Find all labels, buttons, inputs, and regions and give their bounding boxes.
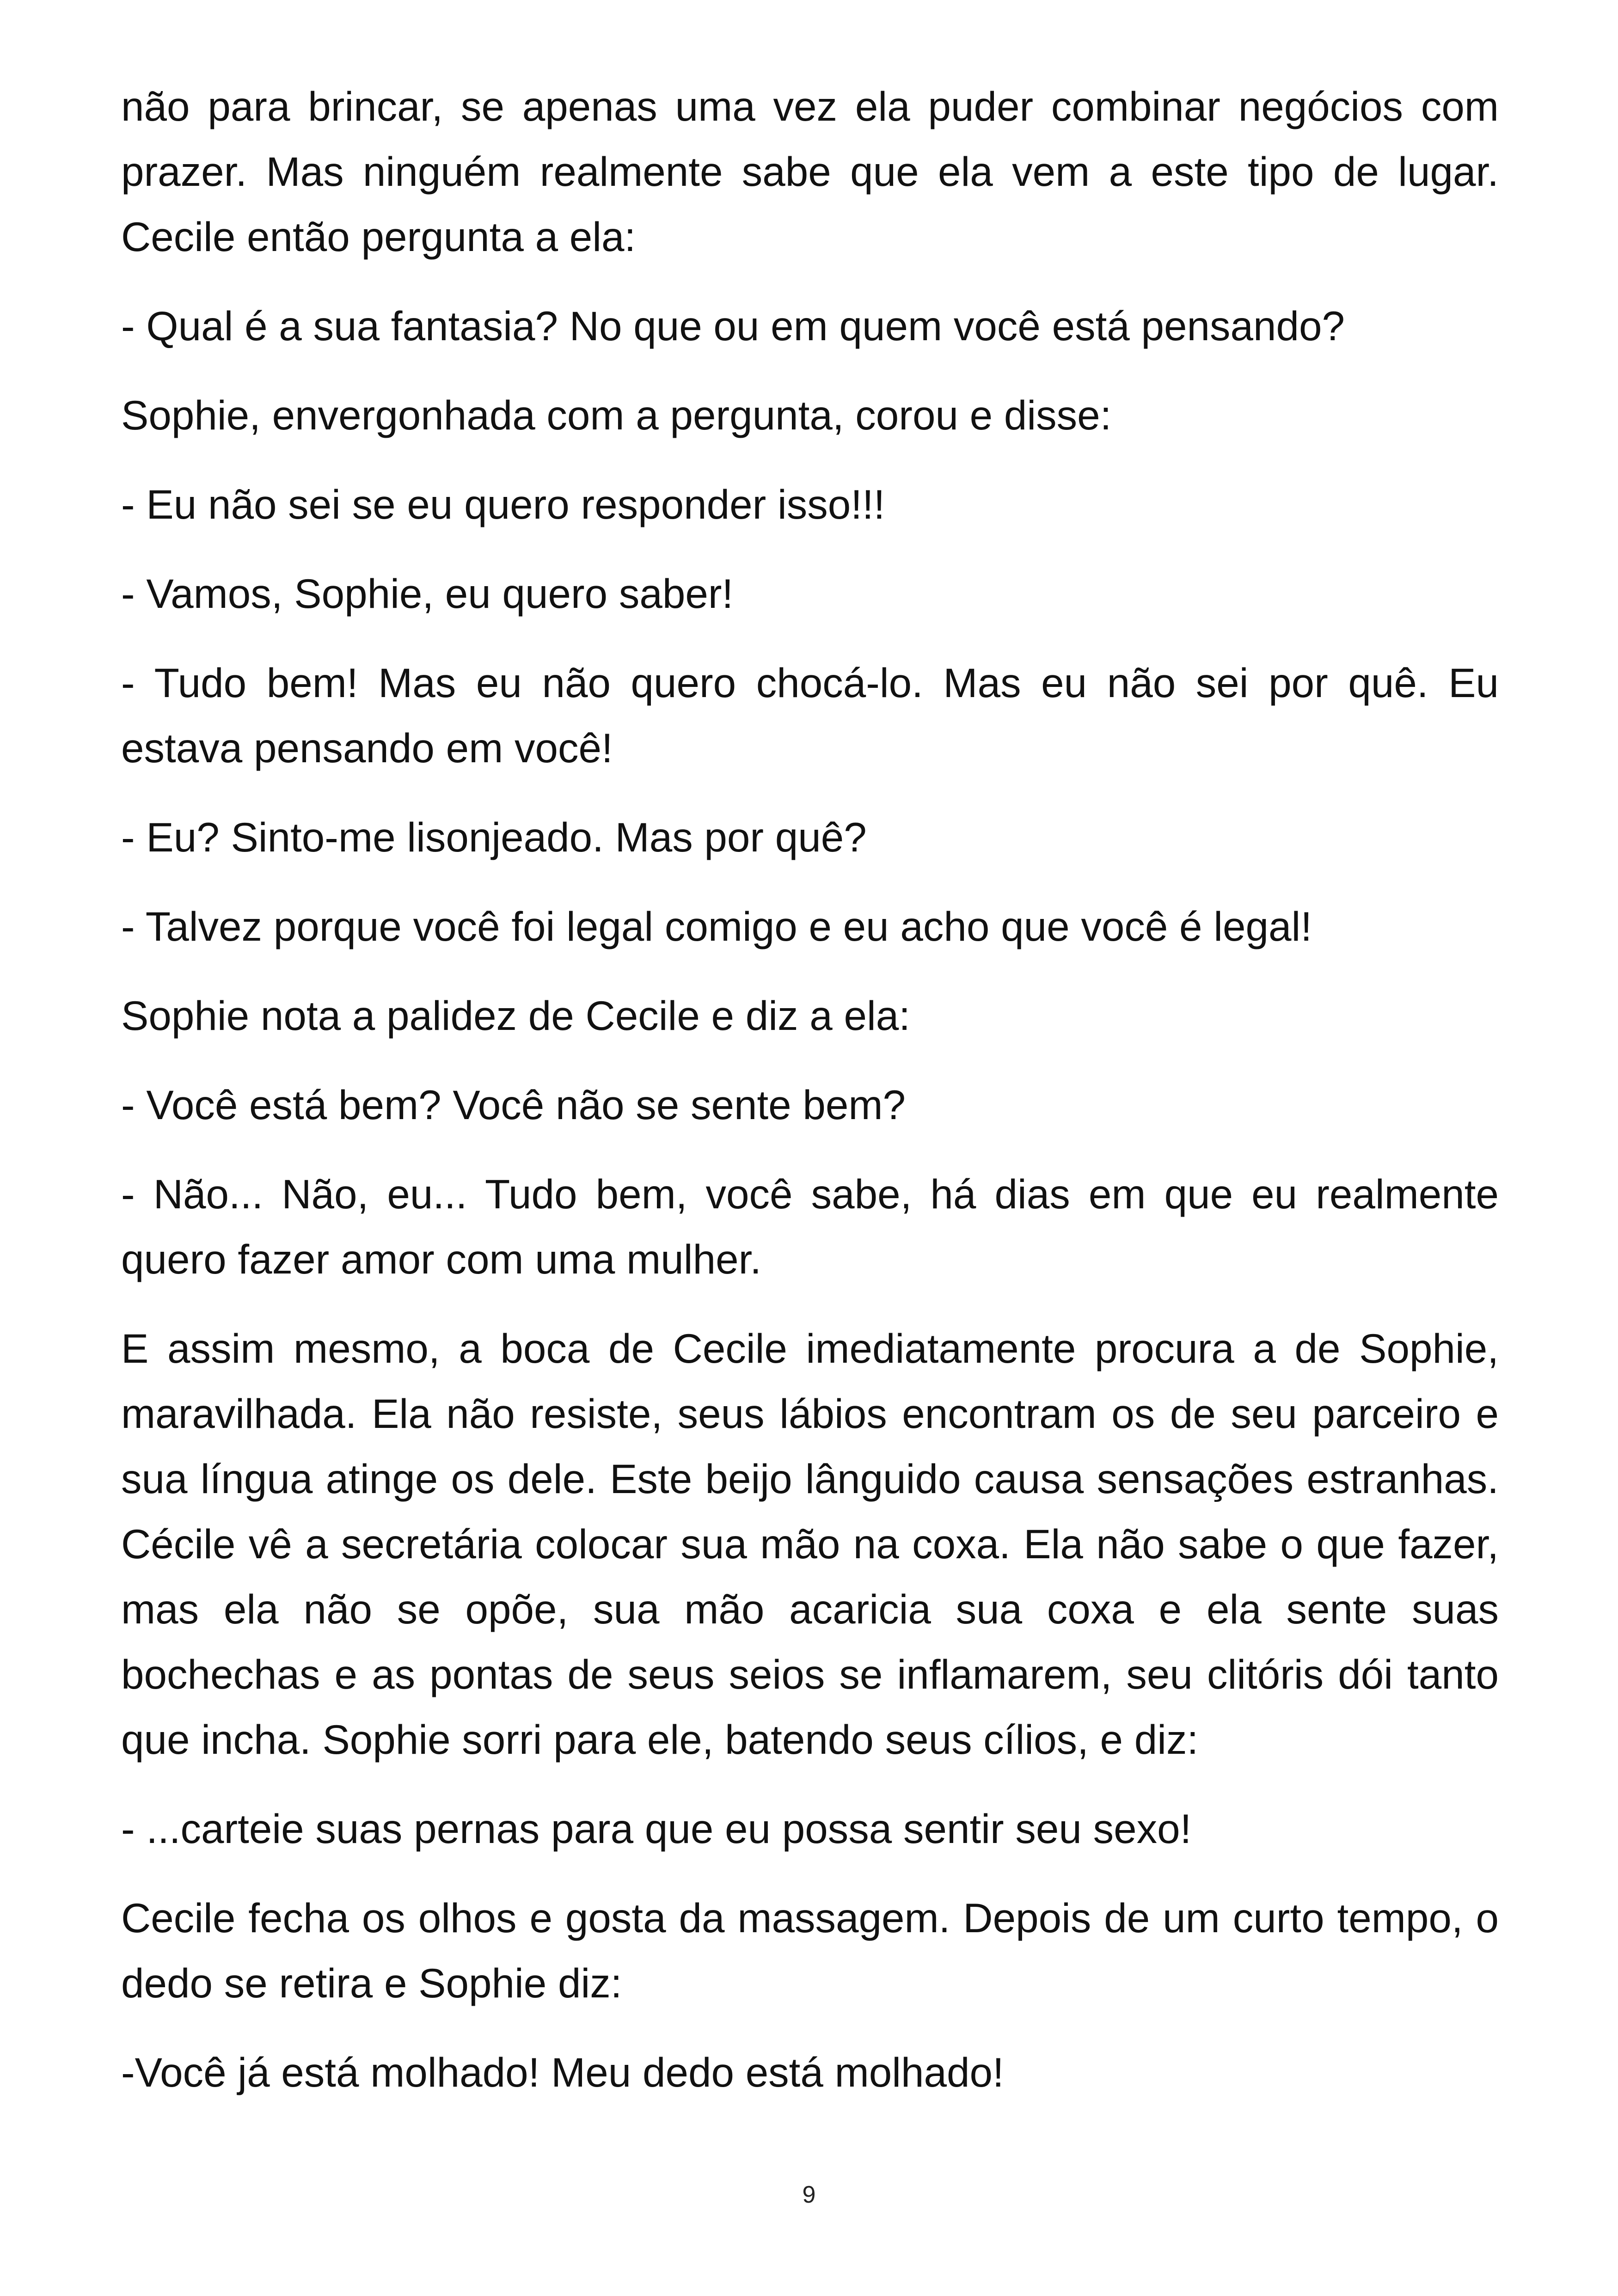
paragraph: Cecile fecha os olhos e gosta da massagem. Depois de um curto tempo, o dedo se retira e Sophie diz: — [121, 1895, 1499, 2006]
paragraph: E assim mesmo, a boca de Cecile imediatamente procura a de Sophie, maravilhada. Ela não resiste, seus lábios encontram os de seu parceiro e sua língua atinge os dele. Este beijo lânguido causa sensações estranhas. Cécile vê a secretária colocar sua mão na coxa. Ela não sabe o que fazer, mas ela não se opõe, sua mão acaricia sua coxa e ela sente suas bochechas e as pontas de seus seios se inflamarem, seu clitóris dói tanto que incha. Sophie sorri para ele, batendo seus cílios, e diz: — [121, 1325, 1499, 1763]
paragraph: não para brincar, se apenas uma vez ela puder combinar negócios com prazer. Mas ninguém realmente sabe que ela vem a este tipo de lugar. Cecile então pergunta a ela: — [121, 83, 1499, 260]
paragraph: - Eu não sei se eu quero responder isso!!! — [121, 481, 885, 527]
paragraph: - Talvez porque você foi legal comigo e eu acho que você é legal! — [121, 903, 1312, 949]
text-body — [121, 74, 1499, 2129]
paragraph: - ...carteie suas pernas para que eu possa sentir seu sexo! — [121, 1806, 1192, 1852]
paragraph: - Eu? Sinto-me lisonjeado. Mas por quê? — [121, 814, 867, 860]
page-number: 9 — [802, 2181, 816, 2208]
paragraph: - Vamos, Sophie, eu quero saber! — [121, 570, 734, 617]
paragraph: - Qual é a sua fantasia? No que ou em quem você está pensando? — [121, 303, 1345, 349]
paragraph: - Tudo bem! Mas eu não quero chocá-lo. Mas eu não sei por quê. Eu estava pensando em você! — [121, 660, 1499, 771]
paragraph: Sophie, envergonhada com a pergunta, corou e disse: — [121, 392, 1112, 438]
paragraph: - Você está bem? Você não se sente bem? — [121, 1082, 906, 1128]
paragraph: -Você já está molhado! Meu dedo está molhado! — [121, 2049, 1004, 2095]
paragraph: - Não... Não, eu... Tudo bem, você sabe, há dias em que eu realmente quero fazer amor com uma mulher. — [121, 1171, 1499, 1282]
paragraph: Sophie nota a palidez de Cecile e diz a ela: — [121, 992, 910, 1039]
